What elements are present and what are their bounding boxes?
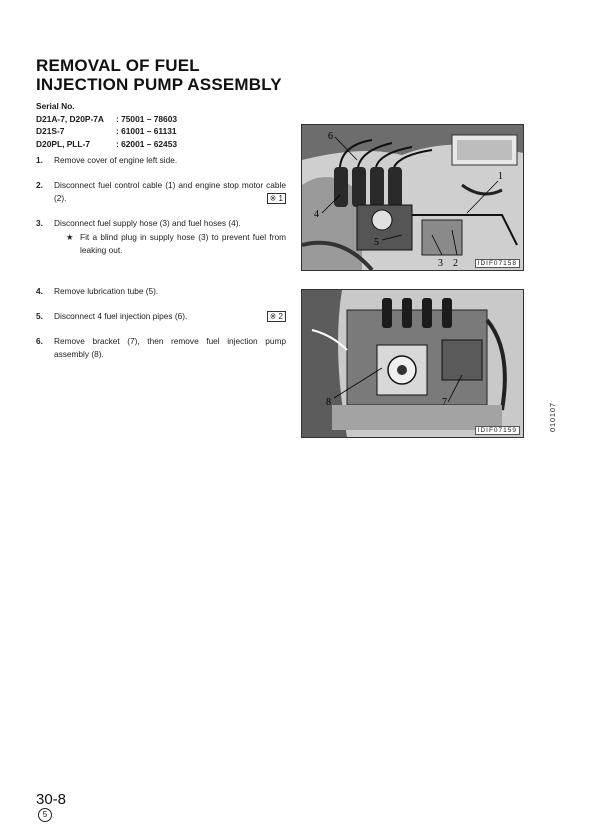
step-number: 2. xyxy=(36,180,43,190)
serial-heading: Serial No. xyxy=(36,101,75,111)
step-5 xyxy=(36,310,286,323)
serial-row xyxy=(36,125,177,138)
reference-mark: ※ 2 xyxy=(267,311,286,322)
serial-number-block xyxy=(36,100,177,150)
engine-photo-illustration xyxy=(302,125,523,270)
reference-mark: ※ 1 xyxy=(267,193,286,204)
step-text: Disconnect fuel supply hose (3) and fuel hoses (4). xyxy=(54,218,241,228)
figure-injection-pump xyxy=(301,289,524,438)
step-note xyxy=(54,231,286,257)
callout-2: 2 xyxy=(453,258,458,269)
serial-range: : 61001 – 61131 xyxy=(116,126,177,136)
step-number: 1. xyxy=(36,155,43,165)
side-document-code: 010107 xyxy=(548,402,557,432)
step-2 xyxy=(36,179,286,205)
callout-3: 3 xyxy=(438,258,443,269)
callout-1: 1 xyxy=(498,171,503,182)
page-number: 30-8 xyxy=(36,791,67,808)
star-icon: ★ xyxy=(66,232,74,242)
step-number: 6. xyxy=(36,336,43,346)
step-text: Disconnect 4 fuel injection pipes (6). xyxy=(54,311,188,321)
figure-code: IDIF07159 xyxy=(475,426,520,435)
callout-6: 6 xyxy=(328,131,333,142)
callout-8: 8 xyxy=(326,397,331,408)
serial-range: : 75001 – 78603 xyxy=(116,113,178,124)
title-line-1: REMOVAL OF FUEL xyxy=(36,56,200,75)
serial-range: : 62001 – 62453 xyxy=(116,138,178,149)
serial-row xyxy=(36,138,177,151)
callout-5: 5 xyxy=(374,237,379,248)
serial-row xyxy=(36,113,177,126)
step-6 xyxy=(36,335,286,361)
step-text: Remove lubrication tube (5). xyxy=(54,286,159,296)
serial-model: D20PL, PLL-7 xyxy=(36,138,90,149)
step-1 xyxy=(36,154,286,167)
step-body xyxy=(54,179,286,205)
step-number: 5. xyxy=(36,311,43,321)
step-text: Remove cover of engine left side. xyxy=(54,155,178,165)
step-number: 4. xyxy=(36,286,43,296)
steps-group-1 xyxy=(36,154,286,269)
step-3 xyxy=(36,217,286,257)
page-title xyxy=(36,56,282,94)
serial-model: D21S-7 xyxy=(36,126,65,136)
step-number: 3. xyxy=(36,218,43,228)
step-body xyxy=(54,310,286,323)
callout-7: 7 xyxy=(442,397,447,408)
figure-fuel-control-cable xyxy=(301,124,524,271)
serial-model: D21A-7, D20P-7A xyxy=(36,113,104,124)
step-body xyxy=(54,217,286,257)
figure-code: IDIF07158 xyxy=(475,259,520,268)
callout-4: 4 xyxy=(314,209,319,220)
edition-mark: 5 xyxy=(38,808,52,822)
step-text: Disconnect fuel control cable (1) and engine stop motor cable (2). xyxy=(54,180,286,203)
title-line-2: INJECTION PUMP ASSEMBLY xyxy=(36,75,282,94)
step-4 xyxy=(36,285,286,298)
note-text: Fit a blind plug in supply hose (3) to prevent fuel from leaking out. xyxy=(80,232,286,255)
pump-photo-illustration xyxy=(302,290,523,437)
step-text: Remove bracket (7), then remove fuel injection pump assembly (8). xyxy=(54,336,286,359)
steps-group-2 xyxy=(36,285,286,373)
